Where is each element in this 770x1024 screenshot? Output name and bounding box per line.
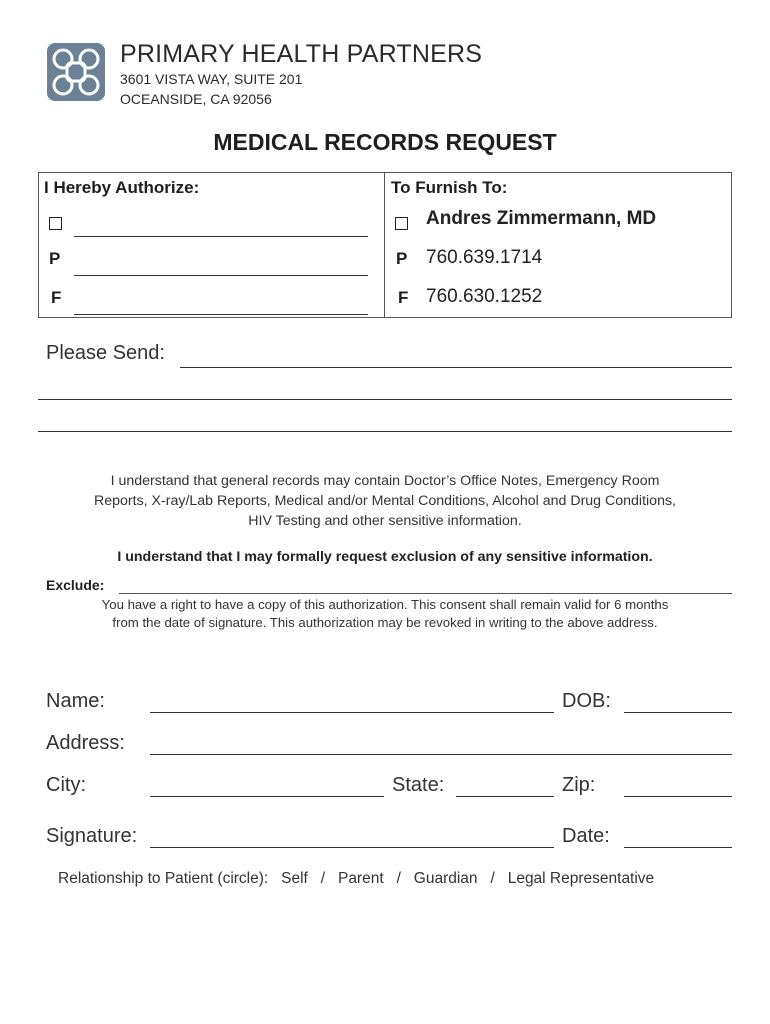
signature-field[interactable] bbox=[150, 847, 554, 848]
address-field[interactable] bbox=[150, 754, 732, 755]
authorize-heading: I Hereby Authorize: bbox=[44, 178, 200, 197]
exclusion-notice: I understand that I may formally request exclusion of any sensitive information. bbox=[117, 549, 653, 565]
address-label: Address: bbox=[46, 732, 125, 754]
please-send-field[interactable] bbox=[180, 367, 732, 368]
rights-line-1: You have a right to have a copy of this authorization. This consent shall remain valid for 6 months bbox=[101, 597, 669, 612]
disclosure-line-3: HIV Testing and other sensitive information. bbox=[248, 513, 522, 529]
city-label: City: bbox=[46, 774, 86, 796]
disclosure-line-1: I understand that general records may contain Doctor’s Office Notes, Emergency Room bbox=[110, 473, 660, 489]
authorize-fax-field[interactable] bbox=[74, 314, 368, 315]
furnish-heading: To Furnish To: bbox=[391, 178, 508, 197]
exclude-label: Exclude: bbox=[46, 577, 105, 593]
rights-line-2: from the date of signature. This authorization may be revoked in writing to the above address. bbox=[112, 615, 658, 630]
zip-field[interactable] bbox=[624, 796, 732, 797]
furnish-phone-value: 760.639.1714 bbox=[426, 247, 543, 268]
furnish-fax-value: 760.630.1252 bbox=[426, 286, 543, 307]
authorize-phone-label: P bbox=[49, 249, 61, 268]
zip-label: Zip: bbox=[562, 774, 596, 796]
address-line-1: 3601 VISTA WAY, SUITE 201 bbox=[120, 71, 303, 87]
furnish-checkbox[interactable] bbox=[395, 217, 408, 230]
furnish-fax-label: F bbox=[398, 288, 409, 307]
address-line-2: OCEANSIDE, CA 92056 bbox=[120, 91, 272, 107]
furnish-provider-name: Andres Zimmermann, MD bbox=[426, 208, 657, 229]
furnish-phone-label: P bbox=[396, 249, 408, 268]
authorize-name-field[interactable] bbox=[74, 236, 368, 237]
please-send-field-line-3[interactable] bbox=[38, 431, 732, 432]
please-send-field-line-2[interactable] bbox=[38, 399, 732, 400]
authorize-fax-label: F bbox=[51, 288, 62, 307]
state-field[interactable] bbox=[456, 796, 554, 797]
exclude-field[interactable] bbox=[119, 593, 732, 594]
clover-knot-logo-icon bbox=[47, 43, 105, 101]
date-field[interactable] bbox=[624, 847, 732, 848]
city-field[interactable] bbox=[150, 796, 384, 797]
authorization-divider bbox=[384, 172, 385, 318]
dob-label: DOB: bbox=[562, 690, 611, 712]
authorize-checkbox[interactable] bbox=[49, 217, 62, 230]
name-field[interactable] bbox=[150, 712, 554, 713]
state-label: State: bbox=[392, 774, 445, 796]
date-label: Date: bbox=[562, 825, 610, 847]
signature-label: Signature: bbox=[46, 825, 138, 847]
disclosure-line-2: Reports, X-ray/Lab Reports, Medical and/or Mental Conditions, Alcohol and Drug Conditions, bbox=[94, 493, 676, 509]
document-title: MEDICAL RECORDS REQUEST bbox=[213, 129, 557, 155]
relationship-to-patient[interactable]: Relationship to Patient (circle): Self / Parent / Guardian / Legal Representative bbox=[58, 870, 655, 887]
organization-name: PRIMARY HEALTH PARTNERS bbox=[120, 40, 483, 68]
name-label: Name: bbox=[46, 690, 105, 712]
please-send-label: Please Send: bbox=[46, 342, 165, 364]
dob-field[interactable] bbox=[624, 712, 732, 713]
authorize-phone-field[interactable] bbox=[74, 275, 368, 276]
